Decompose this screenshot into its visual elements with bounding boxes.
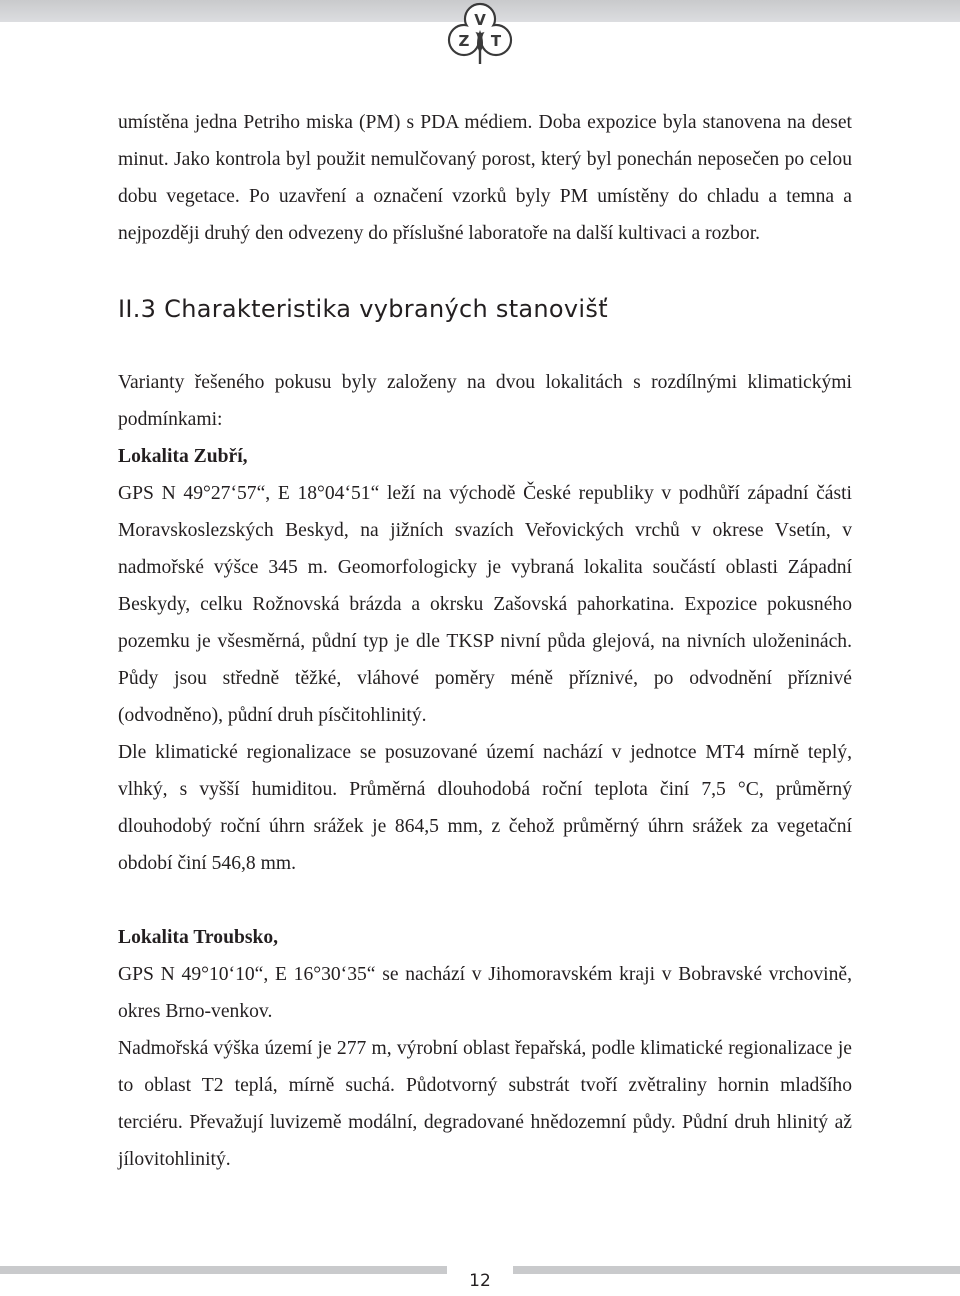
logo-letter-z: Z [458,32,470,50]
troubsko-paragraph-1: GPS N 49°10‘10“, E 16°30‘35“ se nachází v Jihomoravském kraji v Bobravské vrchovině, okres Brno-venkov. [118,964,852,1022]
zubri-paragraph-2: Dle klimatické regionalizace se posuzované území nachází v jednotce MT4 mírně teplý, vlhký, s vyšší humiditou. Průměrná dlouhodobá roční teplota činí 7,5 °C, průměrný dlouhodobý roční úhrn srážek je 864,5 mm, z čehož průměrný úhrn srážek za vegetační období činí 546,8 mm. [118,742,852,874]
troubsko-paragraph-2: Nadmořská výška území je 277 m, výrobní oblast řepařská, podle klimatické regionalizace je to oblast T2 teplá, mírně suchá. Půdotvorný substrát tvoří zvětraliny hornin mladšího terciéru. Převažují luvizemě modální, degradované hnědozemní půdy. Půdní druh hlinitý až jílovitohlinitý. [118,1038,852,1170]
page-content [118,104,852,1178]
lokalita-troubsko-title: Lokalita Troubsko, [118,927,279,948]
page-number: 12 [447,1266,513,1292]
lokalita-zubri-title: Lokalita Zubří, [118,446,248,467]
section-heading: II.3 Charakteristika vybraných stanovišť [118,295,608,323]
section-intro: Varianty řešeného pokusu byly založeny na dvou lokalitách s rozdílnými klimatickými podmínkami: [118,372,852,430]
logo-letter-t: T [490,32,502,50]
intro-paragraph: umístěna jedna Petriho miska (PM) s PDA médiem. Doba expozice byla stanovena na deset minut. Jako kontrola byl použit nemulčovaný porost, který byl ponechán neposečen po celou dobu vegetace. Po uzavření a označení vzorků byly PM umístěny do chladu a temna a nejpozději druhý den odvezeny do příslušné laboratoře na další kultivaci a rozbor. [118,112,852,244]
logo-letter-v: V [474,11,486,29]
vzt-logo [442,0,518,72]
zubri-paragraph-1: GPS N 49°27‘57“, E 18°04‘51“ leží na východě České republiky v podhůří západní části Moravskoslezských Beskyd, na jižních svazích Veřovických vrchů v okrese Vsetín, v nadmořské výšce 345 m. Geomorfologicky je vybraná lokalita součástí oblasti Západní Beskydy, celku Rožnovská brázda a okrsku Zašovská pahorkatina. Expozice pokusného pozemku je všesměrná, půdní typ je dle TKSP nivní půda glejová, na nivních uloženinách. Půdy jsou středně těžké, vláhové poměry méně příznivé, po odvodnění příznivé (odvodněno), půdní druh písčitohlinitý. [118,483,852,726]
